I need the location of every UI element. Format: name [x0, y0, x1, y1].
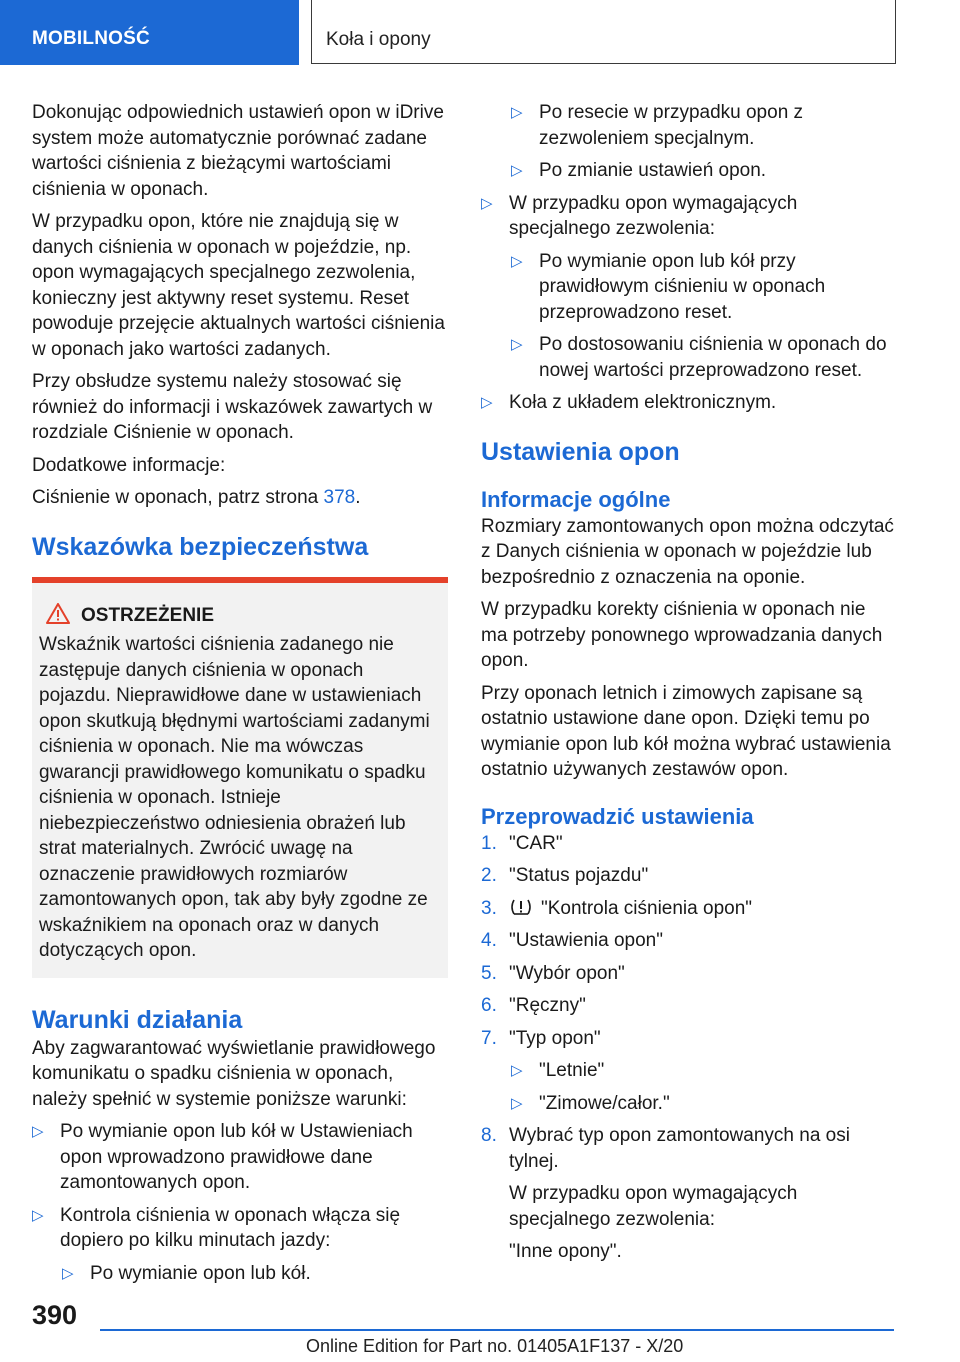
warning-triangle-icon — [46, 603, 70, 624]
list-item-text: "Zimowe/całor." — [539, 1092, 670, 1114]
step-number: 6. — [481, 995, 497, 1016]
list-item — [481, 390, 897, 416]
reference-text: Ciśnienie w oponach, patrz strona — [32, 487, 324, 508]
header-chapter-box — [311, 0, 896, 64]
sub-list-item — [481, 1091, 897, 1117]
header-chapter-title: Koła i opony — [326, 29, 431, 50]
step-number: 3. — [481, 897, 497, 919]
step-number: 2. — [481, 865, 497, 886]
sub-list-item — [481, 332, 897, 383]
paragraph: Dokonując odpowiednich ustawień opon w iDrive system może automatycznie porównać zadane wartości ciśnienia z bieżącymi wartościami ciśnienia w oponach. — [32, 102, 444, 200]
step-text: Wybrać typ opon zamontowanych na osi tylnej. — [509, 1125, 850, 1172]
step-text: "Status pojazdu" — [509, 865, 649, 886]
step-text: "Ręczny" — [509, 995, 586, 1016]
paragraph: Przy oponach letnich i zimowych zapisane są ostatnio ustawione dane opon. Dzięki temu po wymianie opon lub kół można wybrać ustawienia ostatnio używanych zestawów opon. — [481, 682, 891, 780]
step-number: 7. — [481, 1027, 497, 1049]
heading-make-settings: Przeprowadzić ustawienia — [481, 803, 754, 829]
triangle-right-icon: ▷ — [511, 1094, 523, 1112]
step-number: 8. — [481, 1125, 497, 1146]
list-item-text: "Letnie" — [539, 1060, 605, 1081]
tire-pressure-icon — [509, 897, 533, 917]
paragraph: Dodatkowe informacje: — [32, 454, 226, 476]
header-section-tab — [0, 0, 299, 65]
step-text: "Typ opon" — [509, 1027, 601, 1049]
triangle-right-icon: ▷ — [481, 194, 493, 212]
list-item-text: Kontrola ciśnienia w oponach włącza się dopiero po kilku minutach jazdy: — [60, 1204, 401, 1251]
list-item-text: Po resecie w przypadku opon z zezwoleniem specjalnym. — [539, 102, 804, 149]
paragraph: Przy obsłudze systemu należy stosować się również do informacji i wskazówek zawartych w rozdziale Ciśnienie w oponach. — [32, 371, 433, 443]
heading-conditions: Warunki działania — [32, 1005, 243, 1034]
step-text: "CAR" — [509, 832, 563, 854]
triangle-right-icon: ▷ — [511, 104, 523, 121]
step-item — [481, 1123, 897, 1174]
triangle-right-icon: ▷ — [511, 1062, 523, 1079]
step-note: "Inne opony". — [509, 1241, 622, 1262]
footer-edition: Online Edition for Part no. 01405A1F137 - X/20 — [306, 1336, 684, 1356]
list-item — [32, 1203, 448, 1254]
step-item — [481, 1026, 897, 1052]
header-section-title: MOBILNOŚĆ — [32, 28, 150, 49]
step-text: "Kontrola ciśnienia opon" — [541, 897, 753, 919]
list-item-text: Koła z układem elektronicznym. — [509, 392, 777, 413]
footer-divider — [100, 1329, 894, 1331]
heading-safety: Wskazówka bezpieczeństwa — [32, 532, 369, 561]
step-item — [481, 896, 897, 922]
sub-list-item — [481, 158, 897, 184]
list-item-text: Po dostosowaniu ciśnienia w oponach do nowej wartości przeprowadzono reset. — [539, 334, 887, 381]
list-item-text: Po wymianie opon lub kół. — [90, 1262, 311, 1284]
triangle-right-icon: ▷ — [481, 394, 493, 411]
list-item-text: W przypadku opon wymagających specjalnego zezwolenia: — [509, 192, 798, 239]
sub-list-item — [481, 249, 897, 326]
left-column — [32, 100, 448, 1293]
sub-list-item — [481, 1058, 897, 1084]
list-item — [32, 1119, 448, 1196]
warning-title-text: OSTRZEŻENIE — [81, 604, 215, 626]
heading-general-info: Informacje ogólne — [481, 486, 671, 512]
sub-list-item — [32, 1261, 448, 1287]
step-item — [481, 863, 897, 889]
paragraph: W przypadku opon, które nie znajdują się w danych ciśnienia w oponach w pojeździe, np. opon wymagających specjalnego zezwolenia, konieczny jest aktywny reset systemu. Reset powoduje przejęcie aktualnych wartości ciśnienia w oponach jako wartości zadanych. — [32, 211, 445, 360]
step-number: 1. — [481, 832, 497, 854]
list-item-text: Po wymianie opon lub kół w Ustawieniach opon wprowadzono prawidłowe dane zamontowanych opon. — [60, 1121, 413, 1193]
list-item-text: Po wymianie opon lub kół przy prawidłowym ciśnieniu w oponach przeprowadzono reset. — [539, 250, 826, 323]
right-column — [481, 100, 897, 1265]
reference-end: . — [355, 487, 361, 508]
warning-title — [39, 603, 440, 629]
sub-list-item — [481, 100, 897, 151]
step-item — [481, 961, 897, 987]
triangle-right-icon: ▷ — [511, 336, 523, 353]
step-text: "Ustawienia opon" — [509, 930, 663, 951]
step-item — [481, 928, 897, 954]
triangle-right-icon: ▷ — [62, 1264, 74, 1282]
step-number: 4. — [481, 930, 497, 951]
step-note: W przypadku opon wymagających specjalnego zezwolenia: — [509, 1183, 798, 1230]
list-item-text: Po zmianie ustawień opon. — [539, 160, 767, 181]
heading-tire-settings: Ustawienia opon — [481, 437, 680, 466]
triangle-right-icon: ▷ — [32, 1123, 44, 1140]
warning-text: Wskaźnik wartości ciśnienia zadanego nie zastępuje danych ciśnienia w oponach pojazdu. Nieprawidłowe dane w ustawieniach opon skutkują błędnymi wartościami zadanymi ciśnienia w oponach. Nie ma wówczas gwarancji prawidłowego komunikatu o spadku ciśnienia w oponach. Istnieje niebezpieczeństwo odniesienia obrażeń lub strat materialnych. Zwrócić uwagę na oznaczenie prawidłowych rozmiarów zamontowanych opon, tak aby były zgodne ze wskaźnikiem na oponach oraz w danych dotyczących opon. — [39, 634, 430, 961]
page-link[interactable]: 378 — [323, 487, 356, 508]
step-item — [481, 831, 897, 857]
warning-box — [32, 577, 448, 978]
step-number: 5. — [481, 962, 497, 984]
list-item — [481, 191, 897, 242]
triangle-right-icon: ▷ — [511, 162, 523, 179]
step-text: "Wybór opon" — [509, 962, 625, 984]
paragraph: Aby zagwarantować wyświetlanie prawidłowego komunikatu o spadku ciśnienia w oponach, należy spełnić w systemie poniższe warunki: — [32, 1037, 436, 1110]
triangle-right-icon: ▷ — [511, 252, 523, 270]
paragraph-reference — [32, 485, 448, 511]
page-number: 390 — [32, 1300, 78, 1330]
paragraph: W przypadku korekty ciśnienia w oponach nie ma potrzeby ponownego wprowadzania danych opon. — [481, 599, 883, 671]
paragraph: Rozmiary zamontowanych opon można odczytać z Danych ciśnienia w oponach w pojeździe lub bezpośrednio z oznaczenia na oponie. — [481, 515, 894, 588]
step-item — [481, 993, 897, 1019]
triangle-right-icon: ▷ — [32, 1206, 44, 1224]
